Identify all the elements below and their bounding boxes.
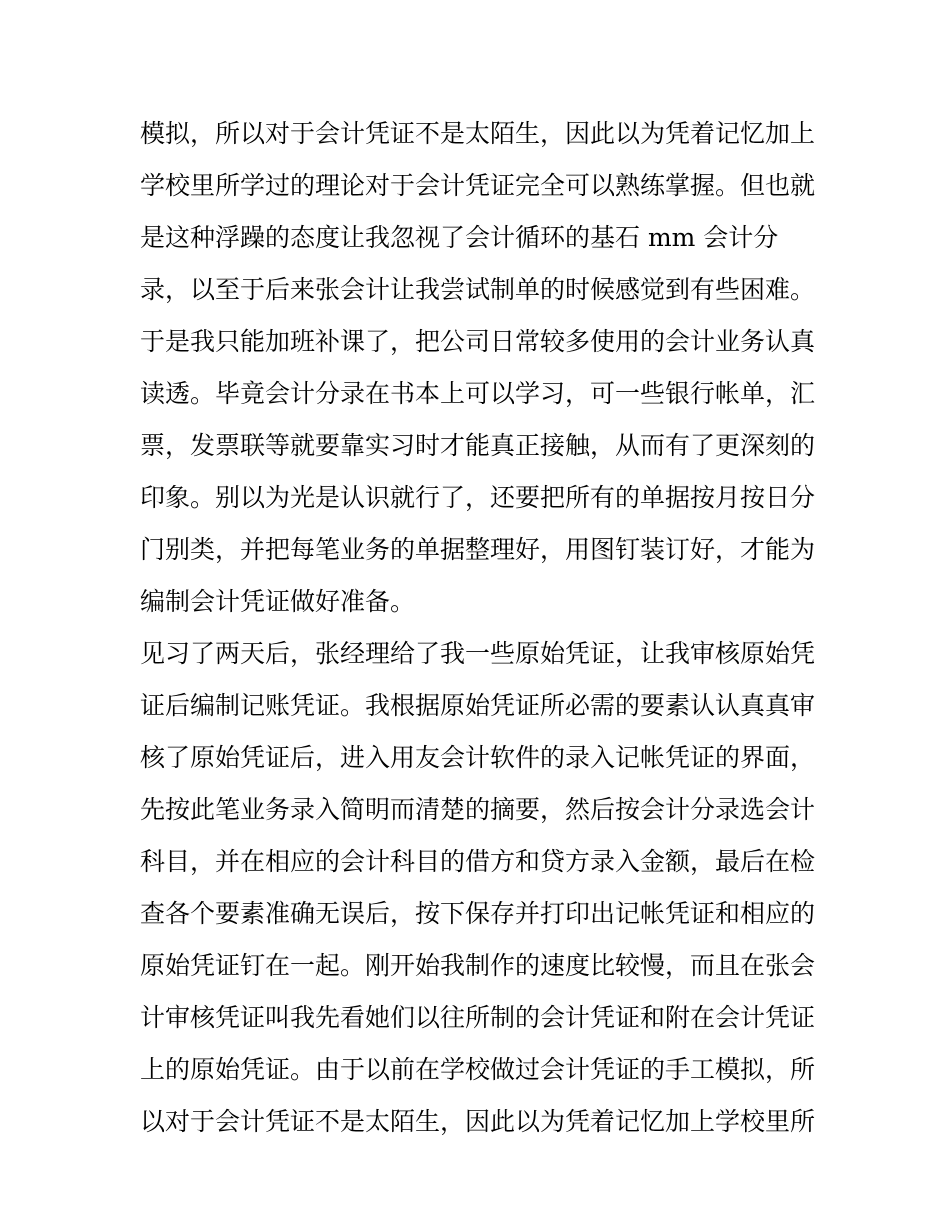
text-line: 模拟，所以对于会计凭证不是太陌生，因此以为凭着记忆加上 bbox=[140, 119, 816, 148]
text-line: 印象。别以为光是认识就行了，还要把所有的单据按月按日分 bbox=[140, 483, 816, 512]
text-line: 是这种浮躁的态度让我忽视了会计循环的基石 mm 会计分 bbox=[140, 223, 779, 252]
text-line: 见习了两天后，张经理给了我一些原始凭证，让我审核原始凭 bbox=[140, 639, 816, 668]
text-line: 先按此笔业务录入简明而清楚的摘要，然后按会计分录选会计 bbox=[140, 795, 816, 824]
text-line: 读透。毕竟会计分录在书本上可以学习，可一些银行帐单，汇 bbox=[140, 379, 816, 408]
text-line: 证后编制记账凭证。我根据原始凭证所必需的要素认认真真审 bbox=[140, 691, 816, 720]
text-line: 核了原始凭证后，进入用友会计软件的录入记帐凭证的界面， bbox=[140, 743, 816, 772]
text-line: 科目，并在相应的会计科目的借方和贷方录入金额，最后在检 bbox=[140, 847, 816, 876]
text-line: 上的原始凭证。由于以前在学校做过会计凭证的手工模拟，所 bbox=[140, 1055, 816, 1084]
text-line: 学校里所学过的理论对于会计凭证完全可以熟练掌握。但也就 bbox=[140, 171, 816, 200]
text-line: 以对于会计凭证不是太陌生，因此以为凭着记忆加上学校里所 bbox=[140, 1107, 816, 1136]
body-text bbox=[140, 108, 820, 1148]
text-line: 票，发票联等就要靠实习时才能真正接触，从而有了更深刻的 bbox=[140, 431, 816, 460]
text-line: 录，以至于后来张会计让我尝试制单的时候感觉到有些困难。 bbox=[140, 275, 816, 304]
text-line: 门别类，并把每笔业务的单据整理好，用图钉装订好，才能为 bbox=[140, 535, 816, 564]
text-line: 编制会计凭证做好准备。 bbox=[140, 587, 416, 616]
text-line: 计审核凭证叫我先看她们以往所制的会计凭证和附在会计凭证 bbox=[140, 1003, 816, 1032]
text-line: 查各个要素准确无误后，按下保存并打印出记帐凭证和相应的 bbox=[140, 899, 816, 928]
text-line: 于是我只能加班补课了，把公司日常较多使用的会计业务认真 bbox=[140, 327, 816, 356]
text-line: 原始凭证钉在一起。刚开始我制作的速度比较慢，而且在张会 bbox=[140, 951, 816, 980]
